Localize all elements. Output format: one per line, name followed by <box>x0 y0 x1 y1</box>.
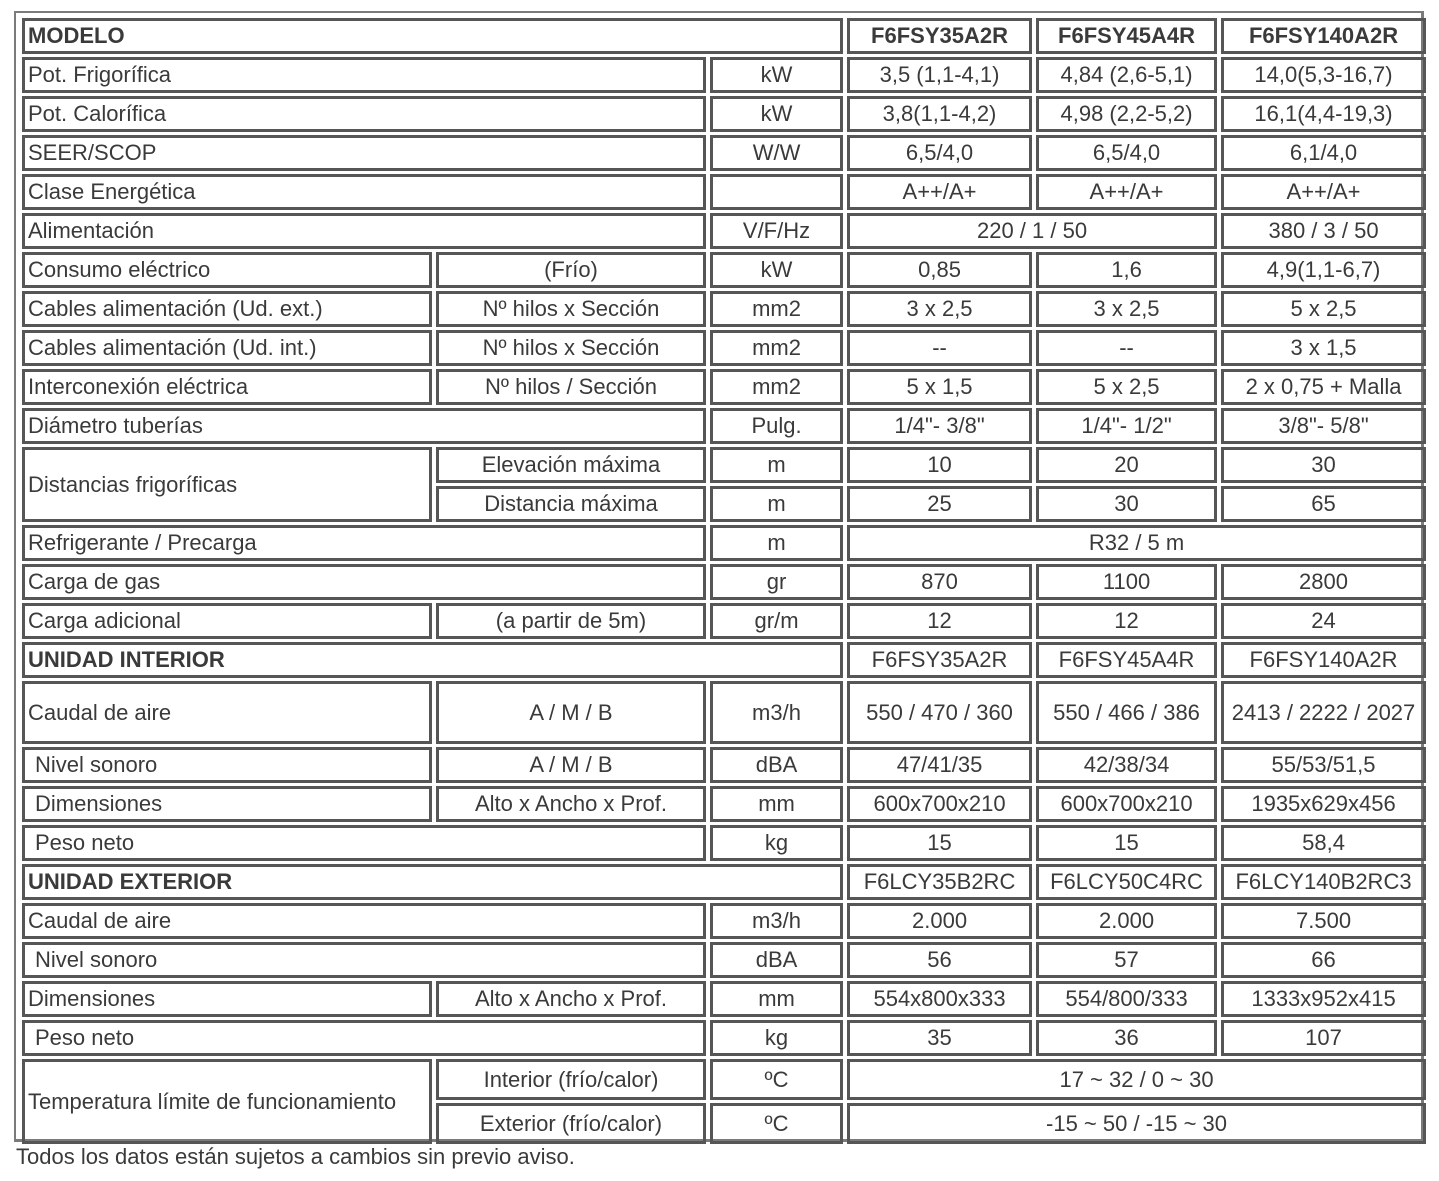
row-unit: gr <box>710 564 843 600</box>
row-unit: kW <box>710 96 843 132</box>
cell-value: 1100 <box>1036 564 1217 600</box>
row-label: Consumo eléctrico <box>22 252 432 288</box>
cell-value: 3 x 1,5 <box>1221 330 1426 366</box>
cell-value: 3,8(1,1-4,2) <box>847 96 1032 132</box>
row-unit: gr/m <box>710 603 843 639</box>
cell-value: 66 <box>1221 942 1426 978</box>
row-unit: dBA <box>710 747 843 783</box>
cell-value: 12 <box>847 603 1032 639</box>
cell-value: 30 <box>1036 486 1217 522</box>
table-row <box>22 447 1426 483</box>
cell-value: 10 <box>847 447 1032 483</box>
cell-value: 5 x 2,5 <box>1036 369 1217 405</box>
row-unit: kg <box>710 1020 843 1056</box>
table-row-header <box>22 18 1426 54</box>
table-row <box>22 96 1426 132</box>
row-unit: mm <box>710 786 843 822</box>
cell-value: 550 / 466 / 386 <box>1036 681 1217 744</box>
row-sublabel: Nº hilos x Sección <box>436 330 706 366</box>
row-label: Nivel sonoro <box>22 747 432 783</box>
cell-value: 3/8"- 5/8" <box>1221 408 1426 444</box>
cell-value: 0,85 <box>847 252 1032 288</box>
model-name: F6FSY45A4R <box>1036 642 1217 678</box>
row-sublabel: Interior (frío/calor) <box>436 1059 706 1100</box>
cell-value: 58,4 <box>1221 825 1426 861</box>
row-unit: W/W <box>710 135 843 171</box>
table-row <box>22 1059 1426 1100</box>
cell-value: 15 <box>847 825 1032 861</box>
cell-value: 55/53/51,5 <box>1221 747 1426 783</box>
row-label: Peso neto <box>22 1020 706 1056</box>
table-row <box>22 369 1426 405</box>
table-row <box>22 981 1426 1017</box>
row-unit: mm <box>710 981 843 1017</box>
cell-value: 600x700x210 <box>847 786 1032 822</box>
row-label: Alimentación <box>22 213 706 249</box>
table-row <box>22 747 1426 783</box>
cell-value: A++/A+ <box>847 174 1032 210</box>
cell-value: 2.000 <box>847 903 1032 939</box>
table-row-section-header <box>22 864 1426 900</box>
row-unit: m <box>710 486 843 522</box>
row-unit: dBA <box>710 942 843 978</box>
row-unit <box>710 174 843 210</box>
cell-value: 1/4"- 3/8" <box>847 408 1032 444</box>
row-sublabel: (a partir de 5m) <box>436 603 706 639</box>
model-name: F6FSY35A2R <box>847 18 1032 54</box>
row-unit: V/F/Hz <box>710 213 843 249</box>
cell-value: 4,9(1,1-6,7) <box>1221 252 1426 288</box>
row-unit: ºC <box>710 1059 843 1100</box>
spec-table <box>18 15 1430 1147</box>
table-row <box>22 174 1426 210</box>
cell-value: 5 x 1,5 <box>847 369 1032 405</box>
row-sublabel: A / M / B <box>436 747 706 783</box>
table-row <box>22 825 1426 861</box>
model-name: F6FSY45A4R <box>1036 18 1217 54</box>
model-name: F6LCY140B2RC3 <box>1221 864 1426 900</box>
header-label: MODELO <box>22 18 843 54</box>
row-label: Cables alimentación (Ud. int.) <box>22 330 432 366</box>
cell-value: 3,5 (1,1-4,1) <box>847 57 1032 93</box>
table-row <box>22 135 1426 171</box>
row-label: Pot. Calorífica <box>22 96 706 132</box>
row-label: SEER/SCOP <box>22 135 706 171</box>
cell-value: 36 <box>1036 1020 1217 1056</box>
row-unit: mm2 <box>710 369 843 405</box>
row-sublabel: Distancia máxima <box>436 486 706 522</box>
row-unit: m <box>710 525 843 561</box>
row-label: Dimensiones <box>22 786 432 822</box>
row-sublabel: Alto x Ancho x Prof. <box>436 786 706 822</box>
cell-value: 380 / 3 / 50 <box>1221 213 1426 249</box>
cell-value: 554/800/333 <box>1036 981 1217 1017</box>
section-title: UNIDAD INTERIOR <box>22 642 843 678</box>
row-unit: m <box>710 447 843 483</box>
table-row <box>22 57 1426 93</box>
cell-value: 4,84 (2,6-5,1) <box>1036 57 1217 93</box>
table-row <box>22 786 1426 822</box>
cell-value: 4,98 (2,2-5,2) <box>1036 96 1217 132</box>
cell-value: 600x700x210 <box>1036 786 1217 822</box>
row-unit: mm2 <box>710 330 843 366</box>
row-unit: kg <box>710 825 843 861</box>
row-unit: m3/h <box>710 681 843 744</box>
cell-value: 1935x629x456 <box>1221 786 1426 822</box>
cell-value: 1333x952x415 <box>1221 981 1426 1017</box>
cell-value: 16,1(4,4-19,3) <box>1221 96 1426 132</box>
row-sublabel: (Frío) <box>436 252 706 288</box>
cell-value: 107 <box>1221 1020 1426 1056</box>
model-name: F6FSY140A2R <box>1221 18 1426 54</box>
cell-value: 35 <box>847 1020 1032 1056</box>
table-row-section-header <box>22 642 1426 678</box>
row-sublabel: Nº hilos / Sección <box>436 369 706 405</box>
row-label: Diámetro tuberías <box>22 408 706 444</box>
row-unit: kW <box>710 57 843 93</box>
cell-value: -15 ~ 50 / -15 ~ 30 <box>847 1103 1426 1144</box>
table-row <box>22 213 1426 249</box>
model-name: F6LCY50C4RC <box>1036 864 1217 900</box>
cell-value: 3 x 2,5 <box>1036 291 1217 327</box>
cell-value: 14,0(5,3-16,7) <box>1221 57 1426 93</box>
cell-value: 2800 <box>1221 564 1426 600</box>
model-name: F6LCY35B2RC <box>847 864 1032 900</box>
cell-value: 30 <box>1221 447 1426 483</box>
cell-value: 57 <box>1036 942 1217 978</box>
row-label: Refrigerante / Precarga <box>22 525 706 561</box>
row-sublabel: Nº hilos x Sección <box>436 291 706 327</box>
table-row <box>22 252 1426 288</box>
row-unit: kW <box>710 252 843 288</box>
row-sublabel: Exterior (frío/calor) <box>436 1103 706 1144</box>
table-row <box>22 1020 1426 1056</box>
row-unit: Pulg. <box>710 408 843 444</box>
table-row <box>22 525 1426 561</box>
cell-value: A++/A+ <box>1036 174 1217 210</box>
cell-value: 56 <box>847 942 1032 978</box>
row-label: Clase Energética <box>22 174 706 210</box>
cell-value: 1,6 <box>1036 252 1217 288</box>
cell-value: 24 <box>1221 603 1426 639</box>
cell-value: 5 x 2,5 <box>1221 291 1426 327</box>
row-label: Cables alimentación (Ud. ext.) <box>22 291 432 327</box>
table-row <box>22 942 1426 978</box>
cell-value: 15 <box>1036 825 1217 861</box>
cell-value: 47/41/35 <box>847 747 1032 783</box>
footnote: Todos los datos están sujetos a cambios sin previo aviso. <box>16 1144 575 1169</box>
row-sublabel: A / M / B <box>436 681 706 744</box>
cell-value: 65 <box>1221 486 1426 522</box>
cell-value: 2413 / 2222 / 2027 <box>1221 681 1426 744</box>
row-label: Distancias frigoríficas <box>22 447 432 522</box>
cell-value: -- <box>847 330 1032 366</box>
row-unit: ºC <box>710 1103 843 1144</box>
table-row <box>22 564 1426 600</box>
cell-value: A++/A+ <box>1221 174 1426 210</box>
cell-value: 20 <box>1036 447 1217 483</box>
row-unit: mm2 <box>710 291 843 327</box>
cell-value: 7.500 <box>1221 903 1426 939</box>
cell-value: 6,5/4,0 <box>1036 135 1217 171</box>
model-name: F6FSY140A2R <box>1221 642 1426 678</box>
cell-value: 42/38/34 <box>1036 747 1217 783</box>
cell-value: 6,1/4,0 <box>1221 135 1426 171</box>
cell-value: 6,5/4,0 <box>847 135 1032 171</box>
row-label: Interconexión eléctrica <box>22 369 432 405</box>
cell-value: 3 x 2,5 <box>847 291 1032 327</box>
row-unit: m3/h <box>710 903 843 939</box>
cell-value: 2.000 <box>1036 903 1217 939</box>
row-label: Caudal de aire <box>22 681 432 744</box>
cell-value: 12 <box>1036 603 1217 639</box>
cell-value: R32 / 5 m <box>847 525 1426 561</box>
row-label: Nivel sonoro <box>22 942 706 978</box>
model-name: F6FSY35A2R <box>847 642 1032 678</box>
cell-value: 220 / 1 / 50 <box>847 213 1217 249</box>
section-title: UNIDAD EXTERIOR <box>22 864 843 900</box>
row-label: Temperatura límite de funcionamiento <box>22 1059 432 1144</box>
table-row <box>22 681 1426 744</box>
row-sublabel: Elevación máxima <box>436 447 706 483</box>
cell-value: 870 <box>847 564 1032 600</box>
table-row <box>22 291 1426 327</box>
cell-value: 2 x 0,75 + Malla <box>1221 369 1426 405</box>
cell-value: 550 / 470 / 360 <box>847 681 1032 744</box>
row-label: Carga de gas <box>22 564 706 600</box>
row-sublabel: Alto x Ancho x Prof. <box>436 981 706 1017</box>
table-row <box>22 603 1426 639</box>
cell-value: 25 <box>847 486 1032 522</box>
table-row <box>22 330 1426 366</box>
row-label: Pot. Frigorífica <box>22 57 706 93</box>
cell-value: 554x800x333 <box>847 981 1032 1017</box>
cell-value: -- <box>1036 330 1217 366</box>
table-row <box>22 903 1426 939</box>
cell-value: 1/4"- 1/2" <box>1036 408 1217 444</box>
row-label: Carga adicional <box>22 603 432 639</box>
row-label: Dimensiones <box>22 981 432 1017</box>
table-row <box>22 408 1426 444</box>
cell-value: 17 ~ 32 / 0 ~ 30 <box>847 1059 1426 1100</box>
row-label: Caudal de aire <box>22 903 706 939</box>
row-label: Peso neto <box>22 825 706 861</box>
